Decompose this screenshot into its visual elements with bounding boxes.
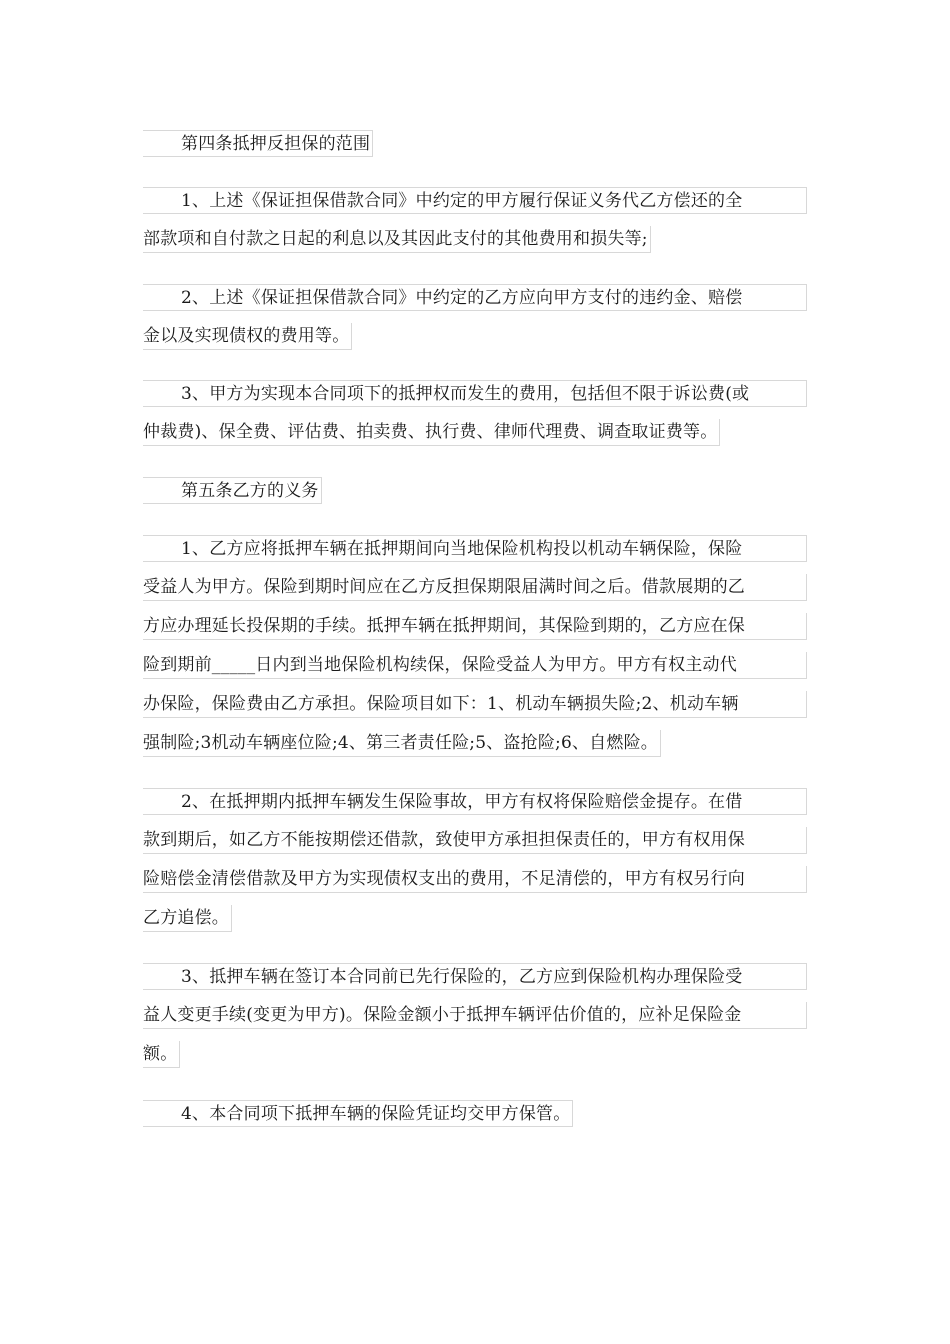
section5-item4 [143, 1098, 807, 1137]
paragraph-line: 受益人为甲方。保险到期时间应在乙方反担保期限届满时间之后。借款展期的乙 [143, 574, 807, 601]
paragraph-line: 额。 [143, 1041, 180, 1068]
section4-item2 [143, 282, 807, 360]
paragraph-line: 4、本合同项下抵押车辆的保险凭证均交甲方保管。 [143, 1100, 573, 1127]
paragraph-line: 益人变更手续(变更为甲方)。保险金额小于抵押车辆评估价值的，应补足保险金 [143, 1002, 807, 1029]
paragraph-line: 险到期前_____日内到当地保险机构续保，保险受益人为甲方。甲方有权主动代 [143, 652, 807, 679]
paragraph-line: 乙方追偿。 [143, 905, 232, 932]
paragraph-line: 1、上述《保证担保借款合同》中约定的甲方履行保证义务代乙方偿还的全 [143, 187, 807, 214]
paragraph-line: 强制险;3机动车辆座位险;4、第三者责任险;5、盗抢险;6、自燃险。 [143, 730, 661, 757]
paragraph-line: 办保险，保险费由乙方承担。保险项目如下：1、机动车辆损失险;2、机动车辆 [143, 691, 807, 718]
paragraph-line: 3、甲方为实现本合同项下的抵押权而发生的费用，包括但不限于诉讼费(或 [143, 380, 807, 407]
paragraph-line: 方应办理延长投保期的手续。抵押车辆在抵押期间，其保险到期的，乙方应在保 [143, 613, 807, 640]
paragraph-line: 款到期后，如乙方不能按期偿还借款，致使甲方承担担保责任的，甲方有权用保 [143, 827, 807, 854]
section5-heading-text: 第五条乙方的义务 [143, 477, 322, 504]
paragraph-line: 部款项和自付款之日起的利息以及其因此支付的其他费用和损失等; [143, 226, 651, 253]
paragraph-line: 3、抵押车辆在签订本合同前已先行保险的，乙方应到保险机构办理保险受 [143, 963, 807, 990]
paragraph-line: 1、乙方应将抵押车辆在抵押期间向当地保险机构投以机动车辆保险，保险 [143, 535, 807, 562]
section5-item3 [143, 961, 807, 1078]
section5-heading [143, 475, 807, 514]
section4-heading-text: 第四条抵押反担保的范围 [143, 130, 373, 157]
section4-heading [143, 128, 807, 167]
paragraph-line: 2、在抵押期内抵押车辆发生保险事故，甲方有权将保险赔偿金提存。在借 [143, 788, 807, 815]
paragraph-line: 2、上述《保证担保借款合同》中约定的乙方应向甲方支付的违约金、赔偿 [143, 284, 807, 311]
section5-item2 [143, 786, 807, 942]
paragraph-line: 险赔偿金清偿借款及甲方为实现债权支出的费用，不足清偿的，甲方有权另行向 [143, 866, 807, 893]
section5-item1 [143, 533, 807, 767]
paragraph-line: 金以及实现债权的费用等。 [143, 323, 352, 350]
section4-item3 [143, 378, 807, 456]
paragraph-line: 仲裁费)、保全费、评估费、拍卖费、执行费、律师代理费、调查取证费等。 [143, 419, 720, 446]
section4-item1 [143, 185, 807, 263]
